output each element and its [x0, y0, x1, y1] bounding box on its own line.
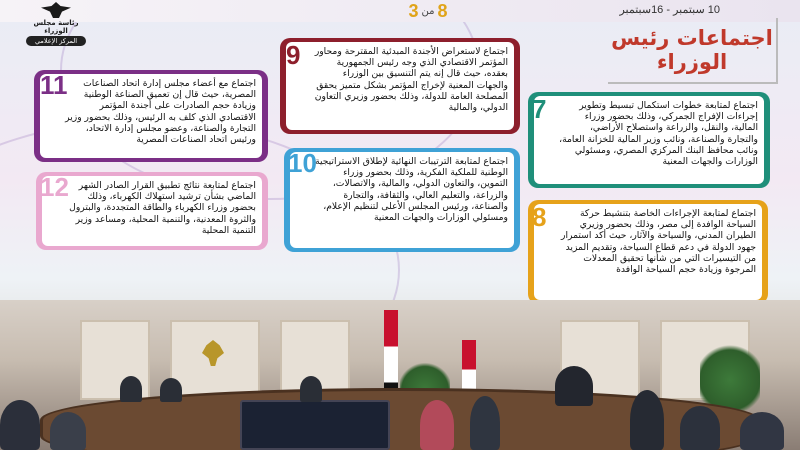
attendee	[0, 400, 40, 450]
logo-band: المركز الإعلامي	[26, 36, 86, 46]
attendee	[300, 376, 322, 402]
card-number: 10	[288, 148, 317, 178]
meeting-card-12	[36, 172, 268, 250]
title-line-2: الوزراء	[656, 50, 728, 74]
page-counter	[398, 0, 458, 22]
attendee	[680, 406, 720, 450]
card-text: اجتماع لاستعراض الأجندة المبدئية المقترحة ومحاور المؤتمر الاقتصادي الذي وجه رئيس الجمهورية بعقده، حيث قال إنه يتم التنسيق بين الوزراء والجهات المعنية لإخراج المؤتمر بشكل متميز يحقق المصلحة العامة للدولة، وذلك بحضور وزيري التعاون الدولي، والمالية	[286, 42, 514, 130]
card-number: 7	[532, 94, 547, 124]
cabinet-logo	[24, 0, 88, 46]
card-number: 12	[40, 172, 69, 202]
meeting-photo	[0, 300, 800, 450]
title-line-1: اجتماعات رئيس	[611, 26, 773, 50]
attendee	[740, 412, 784, 450]
card-text: اجتماع لمتابعة نتائج تطبيق القرار الصادر الشهر الماضي بشأن ترشيد استهلاك الكهرباء، وذلك بحضور وزراء الكهرباء والطاقة المتجددة، والبترول والثروة المعدنية، والتنمية المحلية، ومساعد وزير التنمية المحلية	[42, 176, 262, 246]
meeting-card-8	[528, 200, 768, 304]
card-number: 9	[286, 40, 301, 70]
page-current: 3	[408, 0, 419, 21]
page-title	[608, 18, 778, 84]
card-number: 8	[532, 202, 547, 232]
meeting-card-10	[284, 148, 520, 252]
presentation-screen	[240, 400, 390, 450]
page-total: 8	[437, 0, 448, 21]
meeting-card-11	[34, 70, 268, 162]
card-text: اجتماع مع أعضاء مجلس إدارة اتحاد الصناعات المصرية، حيث قال إن تعميق الصناعة الوطنية وزيادة حجم الصادرات على أجندة المؤتمر الاقتصادي الذي كلف به الرئيس، وذلك بحضور وزير التجارة والصناعة، وعضو مجلس إدارة الاتحاد، ورئيس اتحاد الصناعات المصرية	[40, 74, 262, 158]
card-number: 11	[40, 70, 68, 100]
meeting-card-9	[280, 38, 520, 134]
eagle-emblem-icon	[41, 2, 71, 18]
card-text: اجتماع لمتابعة الترتيبات النهائية لإطلاق الاستراتيجية الوطنية للملكية الفكرية، وذلك بحضور وزراء التموين، والتعاون الدولي، والمالية، والاتصالات، والزراعة، والتعليم العالي، والثقافة، والتجارة والصناعة، ورئيس المجلس الأعلى لتنظيم الإعلام، ومسئولي الوزارات والجهات المعنية	[290, 152, 514, 248]
attendee	[470, 396, 500, 450]
attendee	[120, 376, 142, 402]
logo-title: رئاسة مجلس الوزراء	[33, 19, 79, 35]
attendee	[160, 378, 182, 402]
card-text: اجتماع لمتابعة خطوات استكمال تبسيط وتطوير إجراءات الإفراج الجمركي، وذلك بحضور وزراء المالية، والنقل، والزراعة واستصلاح الأراضي، والتجارة والصناعة، ونائب وزير المالية للخزانة العامة، ونائب محافظ البنك المركزي المصري، ومسئولي الوزارات والجهات المعنية	[534, 96, 764, 184]
attendee	[420, 400, 454, 450]
page-of-label: من	[421, 5, 435, 17]
attendee	[555, 366, 593, 406]
attendee	[630, 390, 664, 450]
meeting-card-7	[528, 92, 770, 188]
date-range: 10 سبتمبر - 16سبتمبر	[619, 4, 720, 16]
attendee	[50, 412, 86, 450]
card-text: اجتماع لمتابعة الإجراءات الخاصة بتنشيط حركة السياحة الوافدة إلى مصر، وذلك بحضور وزيري الطيران المدني، والسياحة والآثار، حيث أكد استمرار جهود الدولة في دعم قطاع السياحة، وتقديم المزيد من التيسيرات التي من شأنها تحقيق المعدلات المرجوة وزيادة حجم السياحة الوافدة	[534, 204, 762, 300]
